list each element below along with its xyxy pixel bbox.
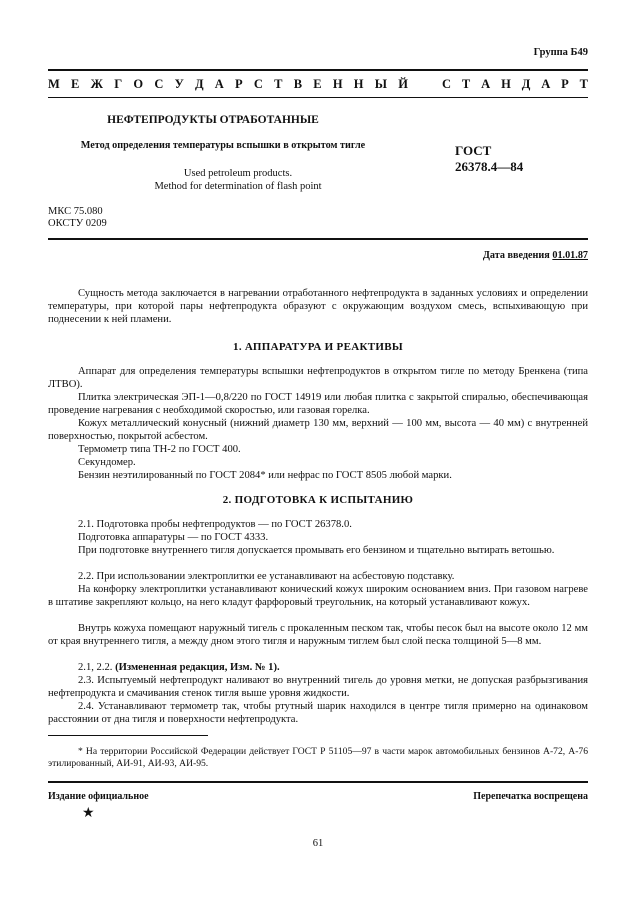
banner-letter: Д <box>521 77 531 91</box>
banner-letter: А <box>541 77 551 91</box>
banner-letter: Т <box>274 77 283 91</box>
banner-letter: Т <box>461 77 471 91</box>
banner-letter: С <box>253 77 263 91</box>
section1-p4: Термометр типа ТН-2 по ГОСТ 400. <box>78 444 241 455</box>
banner-letter: Ы <box>374 77 388 91</box>
section2-p6: Внутрь кожуха помещают наружный тигель с прокаленным песком так, чтобы песок был на высоте около 12 мм от края внутреннего тигля, а между дном этого тигля и наружным тиглем был слой песка толщиной 5—8 мм. <box>48 623 588 647</box>
banner-rule <box>48 97 588 98</box>
footer-official-edition: Издание официальное <box>48 791 149 802</box>
gost-number: 26378.4—84 <box>455 159 524 174</box>
banner-letter: Д <box>194 77 204 91</box>
banner-letter: Й <box>398 77 408 91</box>
section2-p2: Подготовка аппаратуры — по ГОСТ 4333. <box>78 532 269 543</box>
section2-p7 <box>48 661 588 674</box>
group-label: Группа Б49 <box>533 47 588 58</box>
banner-letter: Р <box>235 77 243 91</box>
banner-letter: Н <box>501 77 511 91</box>
footnote: * На территории Российской Федерации действует ГОСТ Р 51105—97 в части марок автомобильных бензинов А-72, А-76 этилированный, АИ-91, АИ-93, АИ-95. <box>48 746 588 769</box>
banner-letter: Ж <box>90 77 103 91</box>
section1-heading: 1. АППАРАТУРА И РЕАКТИВЫ <box>233 341 403 353</box>
banner-letter: Г <box>114 77 123 91</box>
section1-p6: Бензин неэтилированный по ГОСТ 2084* или нефрас по ГОСТ 8505 любой марки. <box>78 470 452 481</box>
mks-code: МКС 75.080 <box>48 206 103 217</box>
section1-p5: Секундомер. <box>78 457 136 468</box>
banner-letter: А <box>481 77 491 91</box>
standard-banner <box>48 77 588 92</box>
banner-letter: А <box>214 77 224 91</box>
page-number: 61 <box>312 838 324 849</box>
section2-heading: 2. ПОДГОТОВКА К ИСПЫТАНИЮ <box>222 494 414 506</box>
section2-p4: 2.2. При использовании электроплитки ее устанавливают на асбестовую подставку. <box>78 571 455 582</box>
banner-letter: Т <box>579 77 588 91</box>
document-title: НЕФТЕПРОДУКТЫ ОТРАБОТАННЫЕ <box>107 114 319 126</box>
amendment-ref: 2.1, 2.2. <box>78 662 113 673</box>
star-icon: ★ <box>82 806 95 821</box>
banner-letter: Р <box>561 77 569 91</box>
banner-letter: О <box>133 77 144 91</box>
banner-letter: В <box>293 77 303 91</box>
english-title-line1: Used petroleum products. <box>183 168 293 179</box>
banner-word-1 <box>48 77 408 92</box>
intro-date-value: 01.01.87 <box>552 250 588 261</box>
section2-p1: 2.1. Подготовка пробы нефтепродуктов — по ГОСТ 26378.0. <box>78 519 352 530</box>
top-rule <box>48 69 588 71</box>
intro-date-label: Дата введения <box>482 250 550 261</box>
amendment-note: (Измененная редакция, Изм. № 1). <box>115 662 280 673</box>
banner-letter: У <box>174 77 184 91</box>
header-bottom-rule <box>48 238 588 240</box>
intro-paragraph: Сущность метода заключается в нагревании отработанного нефтепродукта в заданных условиях и определении температуры, при которой пары нефтепродукта образуют с окружающим воздухом смесь, вспыхивающую при поднесении к ней пламени. <box>48 288 588 325</box>
banner-letter: М <box>48 77 60 91</box>
footer-rule <box>48 781 588 783</box>
section2-p9: 2.4. Устанавливают термометр так, чтобы ртутный шарик находился в центре тигля примерно на одинаковом расстоянии от дна тигля и поверхности нефтепродукта. <box>48 701 588 725</box>
section2-p5: На конфорку электроплитки устанавливают конический кожух широким основанием вниз. При газовом нагреве в штативе закрепляют кольцо, на него кладут фарфоровый треугольник, на который устанавливают кожух. <box>48 584 588 608</box>
intro-date <box>483 250 588 261</box>
banner-letter: Е <box>313 77 322 91</box>
section1-p2: Плитка электрическая ЭП-1—0,8/220 по ГОСТ 14919 или любая плитка с закрытой спиралью, обеспечивающая проведение нагревания с необходимой скоростью, или газовая горелка. <box>48 392 588 416</box>
english-title-line2: Method for determination of flash point <box>154 181 322 192</box>
gost-label: ГОСТ <box>455 143 492 158</box>
section1-p3: Кожух металлический конусный (нижний диаметр 130 мм, верхний — 100 мм, высота — 40 мм) с внутренней поверхностью, покрытой асбестом. <box>48 418 588 442</box>
document-subtitle: Метод определения температуры вспышки в открытом тигле <box>80 140 366 151</box>
banner-letter: Н <box>353 77 364 91</box>
footnote-rule <box>48 735 208 736</box>
section2-p8: 2.3. Испытуемый нефтепродукт наливают во внутренний тигель до уровня метки, не допуская разбрызгивания нефтепродукта и смачивания стенок тигля выше уровня жидкости. <box>48 675 588 699</box>
section2-p3: При подготовке внутреннего тигля допускается промывать его бензином и тщательно вытирать ветошью. <box>78 545 555 556</box>
okstu-code: ОКСТУ 0209 <box>48 218 107 229</box>
section1-p1: Аппарат для определения температуры вспышки нефтепродуктов в открытом тигле по методу Бренкена (типа ЛТВО). <box>48 366 588 390</box>
footer-reprint-prohibited: Перепечатка воспрещена <box>473 791 588 802</box>
banner-letter: С <box>154 77 164 91</box>
banner-letter: С <box>442 77 452 91</box>
banner-word-2 <box>442 77 588 92</box>
banner-letter: Е <box>71 77 80 91</box>
banner-letter: Н <box>332 77 343 91</box>
